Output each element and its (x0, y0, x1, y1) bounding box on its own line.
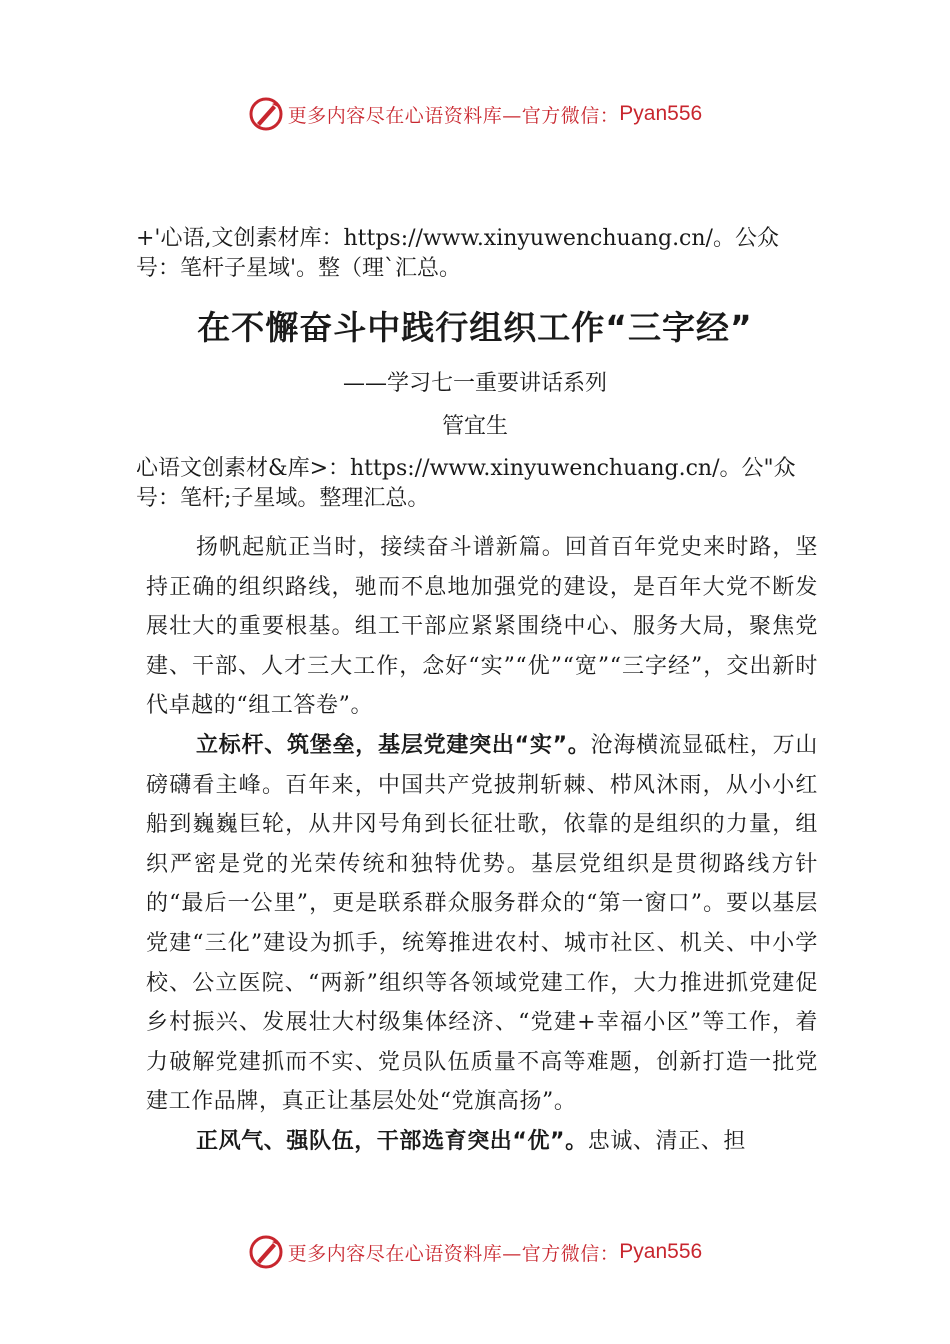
source-note-2-line2: 号：笔杆;子星域。整理汇总。 (136, 486, 430, 511)
source-note-1 (136, 224, 836, 284)
source-note-2 (136, 454, 836, 514)
paragraph-party-building (146, 726, 818, 1122)
article-author: 管宜生 (441, 414, 508, 439)
watermark-banner-bottom (0, 1232, 950, 1272)
article-title: 在不懈奋斗中践行组织工作“三字经” (197, 308, 753, 347)
paragraph-cadres-text: 忠诚、清正、担 (587, 1128, 746, 1154)
watermark-text: 更多内容尽在心语资料库—官方微信： (287, 104, 620, 127)
article-subtitle: ——学习七一重要讲话系列 (342, 371, 607, 396)
article-body (146, 528, 818, 1162)
watermark-banner-top (0, 94, 950, 134)
watermark-text-bottom: 更多内容尽在心语资料库—官方微信： (287, 1242, 620, 1265)
paragraph-party-building-lead: 立标杆、筑堡垒，基层党建突出“实”。 (196, 732, 591, 758)
source-note-2-line1: 心语文创素材&库>：https://www.xinyuwenchuang.cn/。公"众 (136, 456, 796, 481)
paragraph-party-building-text: 沧海横流显砥柱，万山磅礴看主峰。百年来，中国共产党披荆斩棘、栉风沐雨，从小小红船到巍巍巨轮，从井冈号角到长征壮歌，依靠的是组织的力量，组织严密是党的光荣传统和独特优势。基层党组织是贯彻路线方针的“最后一公里”，更是联系群众服务群众的“第一窗口”。要以基层党建“三化”建设为抓手，统筹推进农村、城市社区、机关、中小学校、公立医院、“两新”组织等各领域党建工作，大力推进抓党建促乡村振兴、发展壮大村级集体经济、“党建+幸福小区”等工作，着力破解党建抓而不实、党员队伍质量不高等难题，创新打造一批党建工作品牌，真正让基层处处“党旗高扬”。 (146, 732, 818, 1115)
watermark-wechat-id-bottom: Pyan556 (619, 1240, 703, 1263)
paragraph-cadres-lead: 正风气、强队伍，干部选育突出“优”。 (196, 1128, 588, 1154)
source-note-1-line1: +'心语,文创素材库：https://www.xinyuwenchuang.cn/。公众 (136, 226, 779, 251)
paragraph-intro-text: 扬帆起航正当时，接续奋斗谱新篇。回首百年党史来时路，坚持正确的组织路线，驰而不息地加强党的建设，是百年大党不断发展壮大的重要根基。组工干部应紧紧围绕中心、服务大局，聚焦党建、干部、人才三大工作，念好“实”“优”“宽”“三字经”，交出新时代卓越的“组工答卷”。 (146, 535, 818, 719)
paragraph-intro (146, 528, 818, 726)
watermark-wechat-id: Pyan556 (619, 102, 703, 125)
paragraph-cadres (146, 1122, 818, 1162)
pen-seal-icon (248, 1234, 284, 1270)
source-note-1-line2: 号：笔杆子星域'。整（理`汇总。 (136, 256, 462, 281)
pen-seal-icon (248, 96, 284, 132)
